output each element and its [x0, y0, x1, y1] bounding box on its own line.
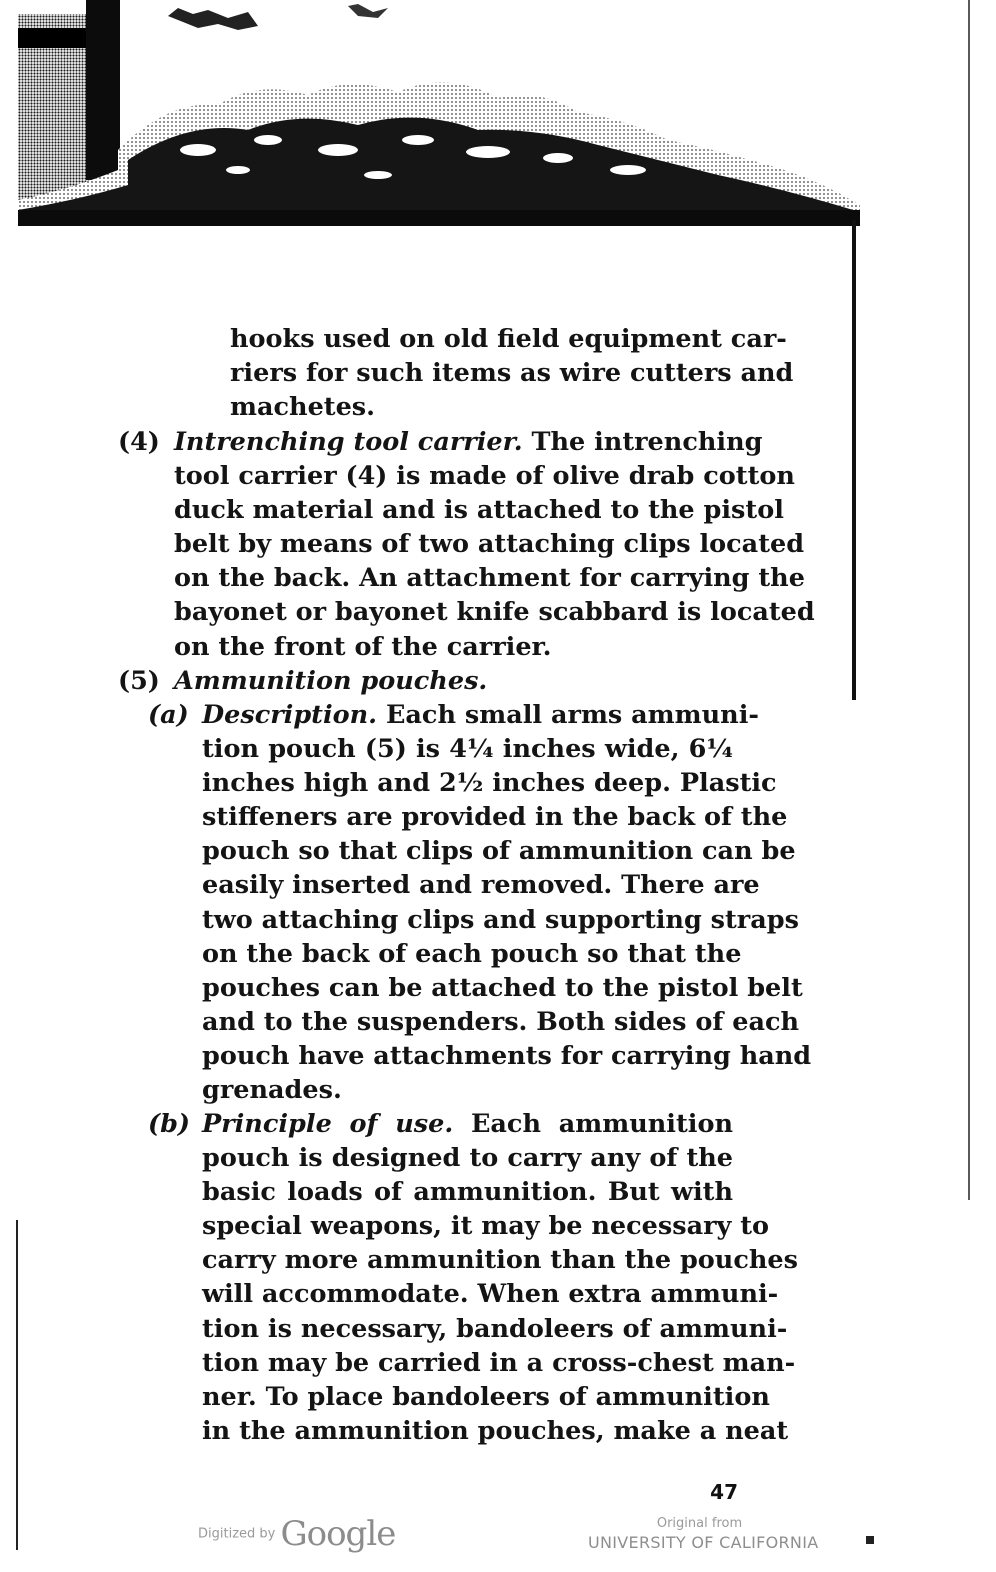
text-line: [202, 698, 759, 732]
item-title: Description.: [202, 700, 378, 730]
text-line: in the ammunition pouches, make a neat: [202, 1415, 789, 1446]
text-line: pouch so that clips of ammunition can be: [202, 836, 796, 867]
text-line: [174, 425, 763, 459]
text-line: grenades.: [202, 1075, 342, 1106]
intrenching-tool-carrier-paragraph: [118, 425, 815, 664]
text-line: [202, 1107, 733, 1141]
text-line: stiffeners are provided in the back of the: [202, 802, 788, 833]
page-edge-right: [968, 0, 976, 1200]
sub-item-letter: (b): [148, 1109, 190, 1139]
text-fragment: Each ammunition: [470, 1109, 733, 1139]
text-line: tion is necessary, bandoleers of ammuni-: [202, 1313, 788, 1344]
item-title: Ammunition pouches.: [174, 666, 488, 696]
text-line: hooks used on old field equipment car-: [230, 324, 787, 354]
text-line: basic loads of ammunition. But with: [202, 1177, 733, 1208]
text-line: will accommodate. When extra ammuni-: [202, 1279, 779, 1310]
google-logo: Google: [280, 1514, 396, 1554]
sub-item-letter: (a): [148, 700, 189, 730]
item-title: Intrenching tool carrier.: [174, 427, 523, 457]
text-line: easily inserted and removed. There are: [202, 870, 760, 901]
ammunition-pouches-heading: [118, 664, 733, 698]
text-line: pouch is designed to carry any of the: [202, 1143, 733, 1174]
description-paragraph: [148, 698, 812, 1107]
text-line: belt by means of two attaching clips located: [174, 529, 805, 560]
text-line: tool carrier (4) is made of olive drab cotton: [174, 461, 795, 492]
text-fragment: The intrenching: [531, 427, 763, 457]
text-line: pouches can be attached to the pistol belt: [202, 972, 803, 1003]
item-number: (4): [118, 427, 160, 457]
text-line: ner. To place bandoleers of ammunition: [202, 1381, 770, 1412]
text-line: special weapons, it may be necessary to: [202, 1211, 770, 1242]
text-line: riers for such items as wire cutters and: [230, 358, 794, 389]
text-line: and to the suspenders. Both sides of each: [202, 1006, 800, 1037]
header-photograph: [18, 0, 860, 226]
original-from-label: Original from: [656, 1516, 743, 1531]
digitized-by-watermark: [198, 1514, 395, 1554]
text-line: tion may be carried in a cross-chest man-: [202, 1347, 796, 1378]
text-line: pouch have attachments for carrying hand: [202, 1040, 812, 1071]
text-line: two attaching clips and supporting straps: [202, 904, 799, 935]
continuation-paragraph: [230, 322, 794, 424]
scan-artifact: [866, 1536, 874, 1544]
text-fragment: Each small arms ammuni-: [385, 700, 759, 730]
text-line: carry more ammunition than the pouches: [202, 1245, 798, 1276]
page-edge-left: [16, 1220, 24, 1550]
item-title: Principle of use.: [202, 1109, 454, 1139]
text-line: on the back of each pouch so that the: [202, 938, 742, 969]
page-number: 47: [710, 1480, 738, 1504]
text-line: on the back. An attachment for carrying the: [174, 563, 805, 594]
text-line: duck material and is attached to the pistol: [174, 495, 784, 526]
digitized-by-label: Digitized by: [198, 1526, 276, 1542]
text-line: tion pouch (5) is 4¼ inches wide, 6¼: [202, 734, 733, 765]
item-number: (5): [118, 666, 160, 696]
principle-of-use-paragraph: [148, 1107, 798, 1448]
text-line: bayonet or bayonet knife scabbard is located: [174, 597, 815, 628]
page-edge-mid: [852, 220, 868, 700]
text-line: machetes.: [230, 392, 376, 423]
institution-label: UNIVERSITY OF CALIFORNIA: [588, 1533, 819, 1552]
text-line: inches high and 2½ inches deep. Plastic: [202, 768, 777, 799]
text-line: on the front of the carrier.: [174, 631, 552, 662]
